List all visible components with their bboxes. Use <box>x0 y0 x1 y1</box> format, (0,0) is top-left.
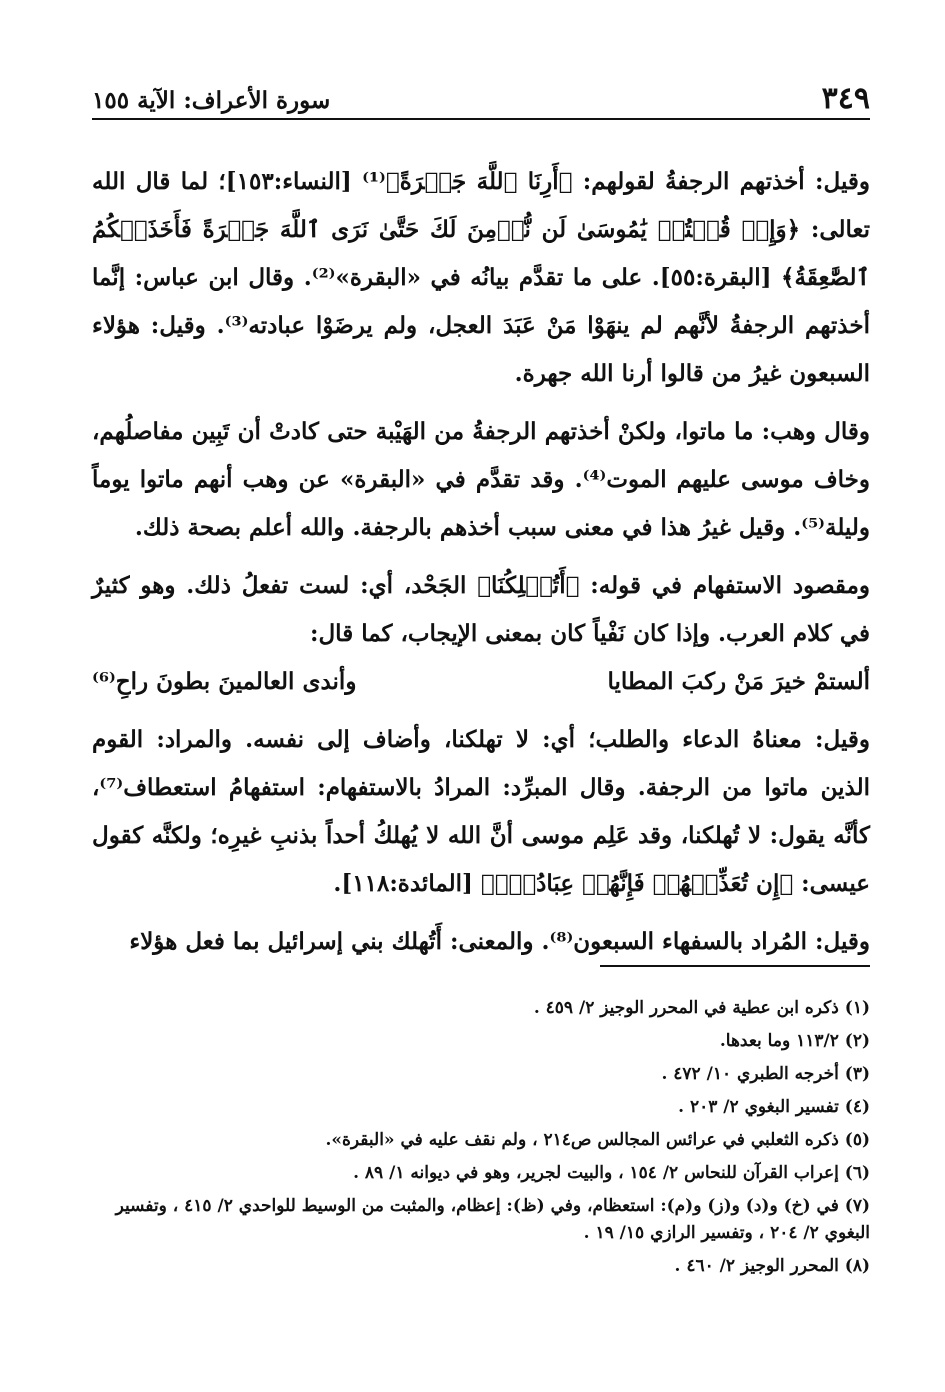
paragraph-5: وقيل: المُراد بالسفهاء السبعون⁽⁸⁾. والمعنى: أَتُهلك بني إسرائيل بما فعل هؤلاء <box>129 928 870 955</box>
footnote-1: (١) ذكره ابن عطية في المحرر الوجيز ٢/ ٤٥٩ . <box>533 998 870 1018</box>
footnote-2: (٢) ١١٣/٢ وما بعدها. <box>719 1031 870 1051</box>
poetry-verse <box>92 658 870 706</box>
header-rule <box>92 118 870 120</box>
verse-hemistich-second: وأندى العالمينَ بطونَ راحِ⁽⁶⁾ <box>92 668 357 695</box>
footnote-separator <box>600 965 870 967</box>
paragraph-2: وقال وهب: ما ماتوا، ولكنْ أخذتهم الرجفةُ من الهَيْبة حتى كادتْ أن تَبِين مفاصلُهم، وخاف موسى عليهم الموت⁽⁴⁾. وقد تقدَّم في «البقرة» عن وهب أنهم ماتوا يوماً وليلة⁽⁵⁾. وقيل غيرُ هذا في معنى سبب أخذهم بالرجفة. والله أعلم بصحة ذلك. <box>92 418 870 541</box>
footnote-3: (٣) أخرجه الطبري ١٠/ ٤٧٢ . <box>661 1064 870 1084</box>
paragraph-1: وقيل: أخذتهم الرجفةُ لقولهم: ﴿أَرِنَا ٱللَّهَ جَهۡرَةً﴾⁽¹⁾ [النساء:١٥٣]؛ لما قال الله تعالى: ﴿وَإِذۡ قُلۡتُمۡ يَٰمُوسَىٰ لَن نُّؤۡمِنَ لَكَ حَتَّىٰ نَرَى ٱللَّهَ جَهۡرَةً فَأَخَذَتۡكُمُ ٱلصَّٰعِقَةُ﴾ [البقرة:٥٥]. على ما تقدَّم بيانُه في «البقرة»⁽²⁾. وقال ابن عباس: إنَّما أخذتهم الرجفةُ لأنَّهم لم ينهَوْا مَنْ عَبَدَ العجل، ولم يرضَوْا عبادته⁽³⁾. وقيل: هؤلاء السبعون غيرُ من قالوا أرنا الله جهرة. <box>92 168 871 387</box>
page-number: ٣٤٩ <box>821 81 870 116</box>
footnote-6: (٦) إعراب القرآن للنحاس ٢/ ١٥٤ ، والبيت لجرير، وهو في ديوانه ١/ ٨٩ . <box>353 1163 870 1183</box>
footnotes <box>92 992 870 1283</box>
footnote-8: (٨) المحرر الوجيز ٢/ ٤٦٠ . <box>674 1256 870 1276</box>
paragraph-4: وقيل: معناهُ الدعاء والطلب؛ أي: لا تهلكنا، وأضاف إلى نفسه. والمراد: القوم الذين ماتوا من الرجفة. وقال المبرِّد: المرادُ بالاستفهام: استفهامُ استعطاف⁽⁷⁾، كأنَّه يقول: لا تُهلكنا، وقد عَلِم موسى أنَّ الله لا يُهلكُ أحداً بذنبِ غيرِه؛ ولكنَّه كقول عيسى: ﴿إِن تُعَذِّبۡهُمۡ فَإِنَّهُمۡ عِبَادُكَۖ﴾ [المائدة:١١٨]. <box>92 726 870 897</box>
page-header <box>92 82 870 118</box>
footnote-4: (٤) تفسير البغوي ٢/ ٢٠٣ . <box>678 1097 870 1117</box>
footnote-5: (٥) ذكره الثعلبي في عرائس المجالس ص٢١٤ ، ولم نقف عليه في «البقرة». <box>325 1130 870 1150</box>
main-text <box>92 158 870 966</box>
paragraph-3: ومقصود الاستفهام في قوله: ﴿أَتُهۡلِكُنَا﴾ الجَحْد، أي: لست تفعلُ ذلك. وهو كثيرٌ في كلام العرب. وإذا كان نَفْياً كان بمعنى الإيجاب، كما قال: <box>92 572 870 647</box>
running-title: سورة الأعراف: الآية ١٥٥ <box>92 87 331 114</box>
footnote-7: (٧) في (خ) و(د) و(ز) و(م): استعظام، وفي (ظ): إعظام، والمثبت من الوسيط للواحدي ٢/ ٤١٥ ، وتفسير البغوي ٢/ ٢٠٤ ، وتفسير الرازي ١٥/ ١٩ . <box>115 1196 870 1243</box>
verse-hemistich-first: ألستمْ خيرَ مَنْ ركبَ المطايا <box>607 668 870 695</box>
